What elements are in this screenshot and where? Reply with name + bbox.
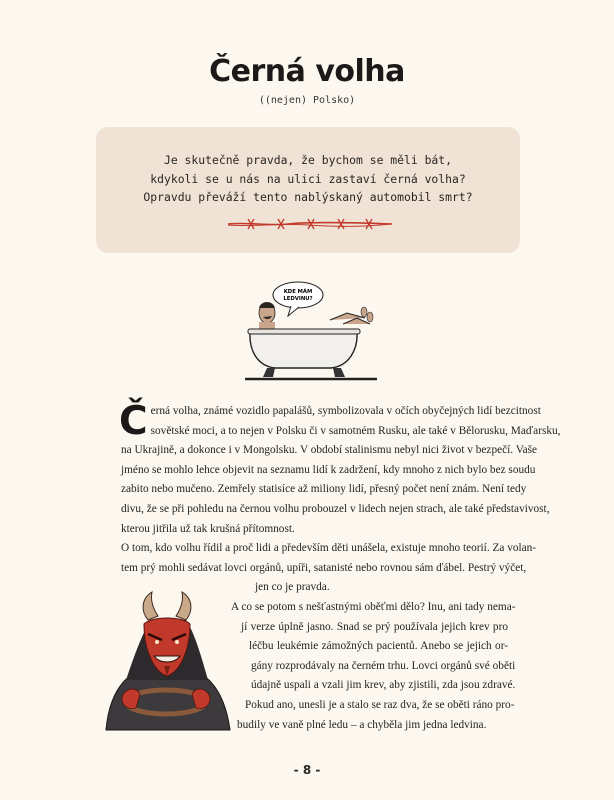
quote-box xyxy=(96,127,520,253)
quote-line: Je skutečně pravda, že bychom se měli bát, xyxy=(163,153,453,167)
page-title: Černá volha xyxy=(209,54,405,89)
bubble-line: KDE MÁM xyxy=(283,289,313,295)
body-line: sovětské moci, a to nejen v Polsku či v samotném Rusku, ale také v Bělorusku, Maďarsku, xyxy=(150,424,561,437)
body-line: jen co je pravda. xyxy=(255,581,330,594)
body-line: kterou jitřila už tak krušná přítomnost. xyxy=(121,522,295,535)
page-number: - 8 - xyxy=(293,763,321,777)
body-line: léčbu leukémie zámožných pacientů. Anebo se jejich or- xyxy=(249,640,508,653)
body-line: gány rozprodávaly na černém trhu. Lovci orgánů své oběti xyxy=(251,659,516,672)
body-line: zabito nebo mučeno. Zemřely statisíce až miliony lidí, přesný počet není znám. Není tedy xyxy=(121,483,527,496)
body-line: tem prý mohli sedávat lovci orgánů, upíři, satanisté nebo rovnou sám ďábel. Pestrý výčet, xyxy=(121,561,527,574)
body-line: erná volha, známé vozidlo papalášů, symbolizovala v očích obyčejných lidí bezcitnost xyxy=(150,405,541,417)
quote-line: kdykoli se u nás na ulici zastaví černá volha? xyxy=(150,171,466,186)
bubble-line: LEDVINU? xyxy=(283,296,313,302)
body-line: jí verze úplně jasno. Snad se prý používala jejich krev pro xyxy=(241,620,508,633)
body-line: A co se potom s nešťastnými oběťmi dělo? Inu, ani tady nema- xyxy=(231,600,516,613)
quote-text xyxy=(96,151,520,207)
body-line: O tom, kdo volhu řídil a proč lidi a především děti unášela, existuje mnoho teorií. Za volan- xyxy=(121,542,537,555)
devil-illustration xyxy=(96,590,236,732)
body-line: údajně uspali a vzali jim krev, aby zjistili, zda jsou zdravé. xyxy=(251,679,516,692)
body-line: na Ukrajině, a dokonce i v Mongolsku. V období stalinismu nebyl nici život v bezpečí. Vaše xyxy=(121,444,538,457)
body-line: Pokud ano, unesli je a stalo se raz dva, že se oběti ráno pro- xyxy=(245,698,515,711)
drop-cap: Č xyxy=(119,399,148,444)
body-line: budily ve vaně plné ledu – a chyběla jim jedna ledvina. xyxy=(237,718,487,731)
quote-line: Opravdu převáží tento nablýskaný automobil smrt? xyxy=(143,190,473,204)
barbed-wire-divider-icon xyxy=(228,217,392,231)
bathtub xyxy=(245,329,377,379)
page-subtitle: ((nejen) Polsko) xyxy=(258,95,356,106)
bathtub-illustration xyxy=(245,280,385,390)
body-line: divu, že se při pohledu na černou volhu probouzel v lidech nejen strach, ale také představivost, xyxy=(121,502,550,515)
body-line: jméno se mohlo lehce objevit na seznamu lidí k zadržení, kdy mnoho z nich bylo bez soudu xyxy=(121,463,536,476)
speech-bubble xyxy=(273,282,323,316)
